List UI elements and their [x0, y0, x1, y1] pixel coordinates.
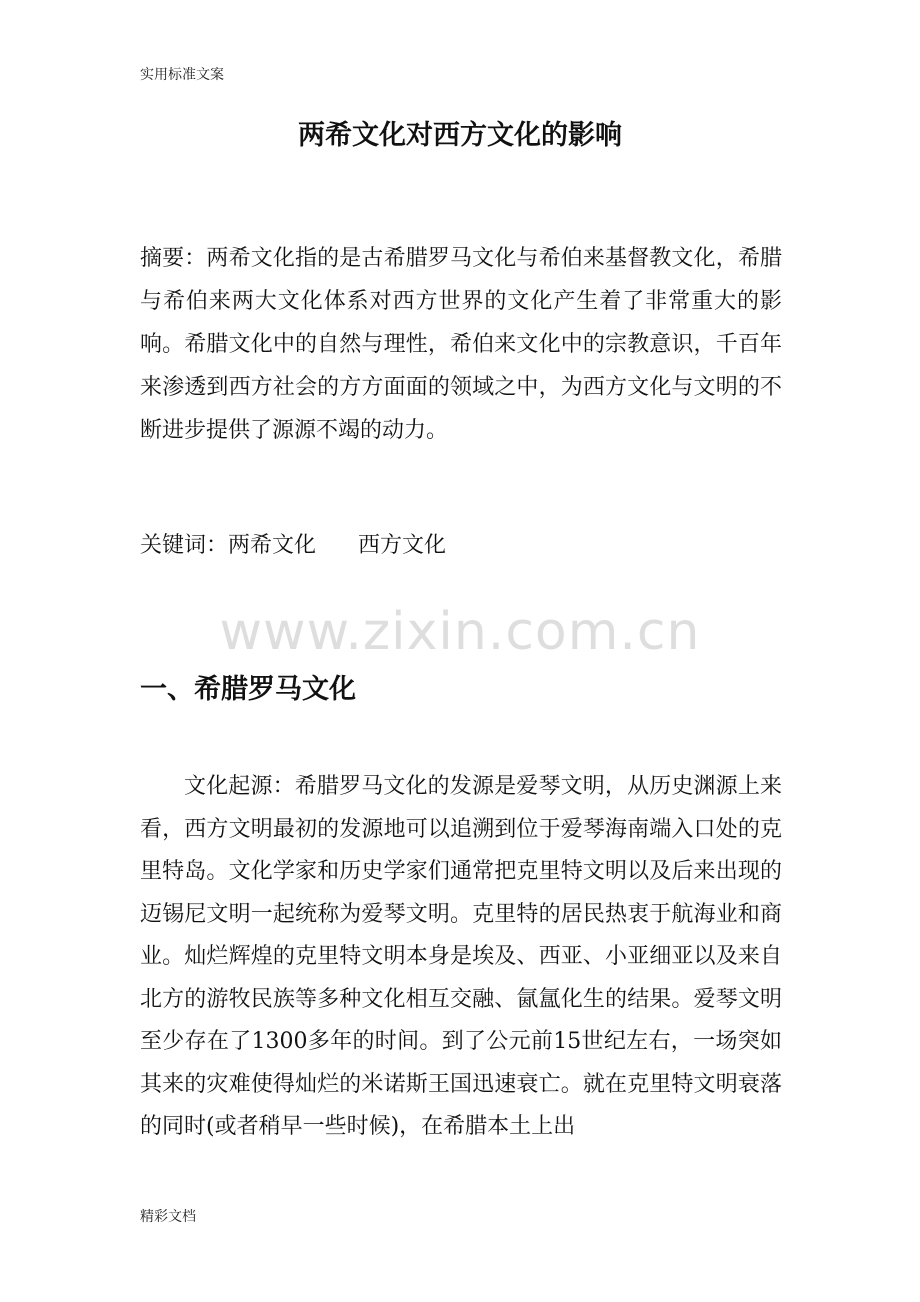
document-title: 两希文化对西方文化的影响 [298, 120, 622, 151]
keywords-line: 关键词：两希文化 西方文化 [140, 533, 446, 558]
body-section [140, 766, 782, 1149]
body-paragraph: 文化起源：希腊罗马文化的发源是爱琴文明，从历史渊源上来看，西方文明最初的发源地可以追溯到位于爱琴海南端入口处的克里特岛。文化学家和历史学家们通常把克里特文明以及后来出现的迈锡尼文明一起统称为爱琴文明。克里特的居民热衷于航海业和商业。灿烂辉煌的克里特文明本身是埃及、西亚、小亚细亚以及来自北方的游牧民族等多种文化相互交融、氤氲化生的结果。爱琴文明至少存在了1300多年的时间。到了公元前15世纪左右，一场突如其来的灾难使得灿烂的米诺斯王国迅速衰亡。就在克里特文明衰落的同时(或者稍早一些时候)，在希腊本土上出 [140, 774, 782, 1139]
page-header-label: 实用标准文案 [140, 67, 224, 83]
page-footer-label: 精彩文档 [140, 1209, 196, 1225]
section-heading: 一、希腊罗马文化 [140, 674, 356, 705]
abstract-paragraph: 摘要：两希文化指的是古希腊罗马文化与希伯来基督教文化，希腊与希伯来两大文化体系对西方世界的文化产生着了非常重大的影响。希腊文化中的自然与理性，希伯来文化中的宗教意识，千百年来渗透到西方社会的方方面面的领域之中，为西方文化与文明的不断进步提供了源源不竭的动力。 [140, 246, 782, 443]
watermark-text: www.zixin.com.cn [219, 602, 701, 662]
abstract-section [140, 237, 782, 452]
